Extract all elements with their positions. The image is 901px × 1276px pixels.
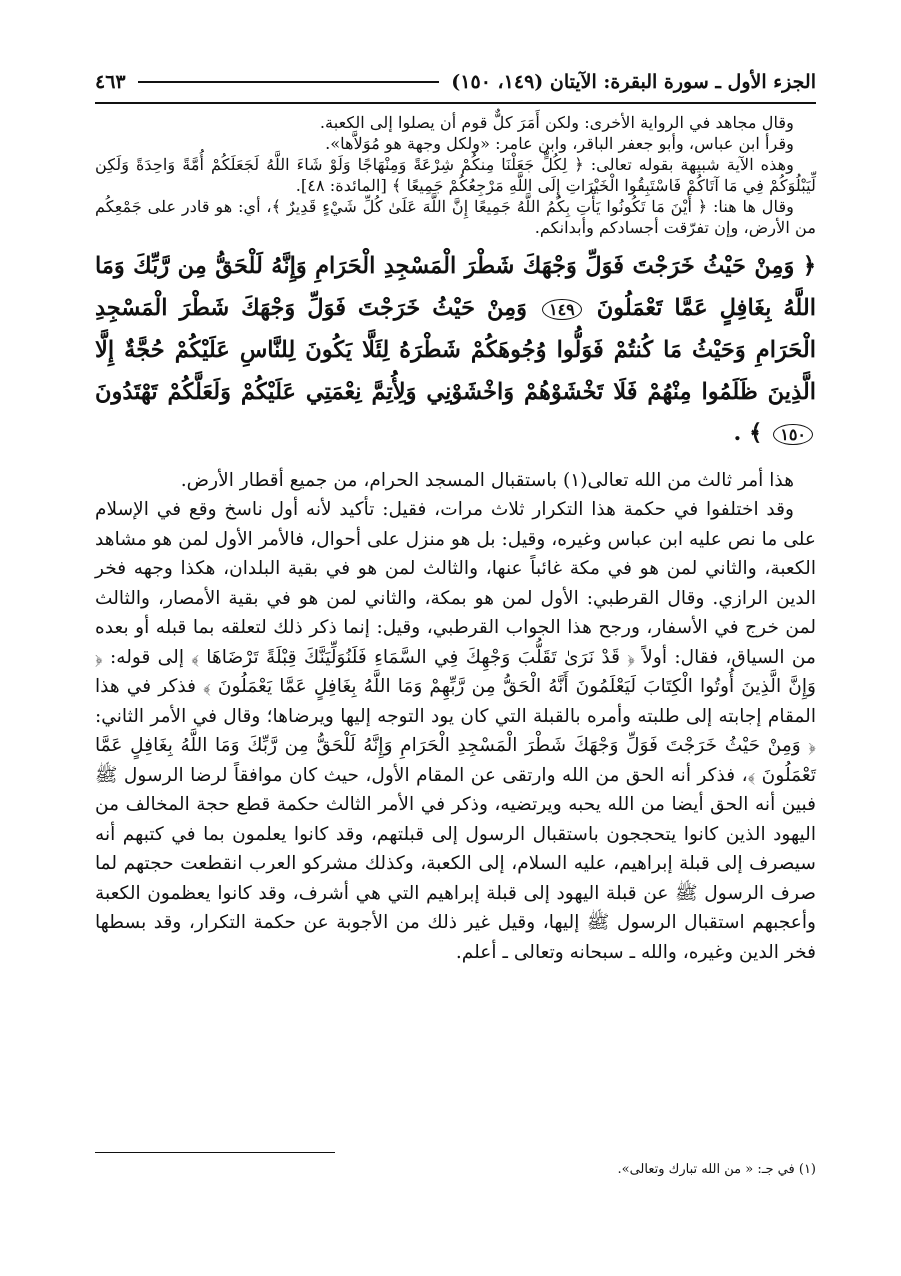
page-header [95,62,816,104]
intro-paragraph: وقال ها هنا: ﴿ أَيْنَ مَا تَكُونُوا يَأْتِ بِكُمُ اللَّهُ جَمِيعًا إِنَّ اللَّهَ عَلَىٰ كُلِّ شَيْءٍ قَدِيرٌ ﴾، أي: هو قادر على جَمْعِكُم من الأرض، وإن تفرّقت أجسادكم وأبدانكم. [95,197,816,237]
intro-paragraph: وهذه الآية شبيهة بقوله تعالى: ﴿ لِكُلٍّ جَعَلْنَا مِنكُمْ شِرْعَةً وَمِنْهَاجًا وَلَوْ شَاءَ اللَّهُ لَجَعَلَكُمْ أُمَّةً وَاحِدَةً وَلَكِن لِّيَبْلُوَكُمْ فِي مَا آتَاكُمْ فَاسْتَبِقُوا الْخَيْرَاتِ إِلَى اللَّهِ مَرْجِعُكُمْ جَمِيعًا ﴾ [المائدة: ٤٨]. [95,155,816,195]
intro-paragraph: وقرأ ابن عباس، وأبو جعفر الباقر، وابن عامر: «ولكل وجهة هو مُوَلاَّها». [325,134,794,153]
page-number: ٤٦٣ [95,71,126,93]
quran-verse-block [95,246,816,456]
footnote-divider [95,1152,335,1153]
verse-150-text: وَمِنْ حَيْثُ خَرَجْتَ فَوَلِّ وَجْهَكَ شَطْرَ الْمَسْجِدِ الْحَرَامِ وَحَيْثُ مَا كُنتُمْ فَوَلُّوا وُجُوهَكُمْ شَطْرَهُ لِئَلَّا يَكُونَ لِلنَّاسِ عَلَيْكُمْ حُجَّةٌ إِلَّا الَّذِينَ ظَلَمُوا مِنْهُمْ فَلَا تَخْشَوْهُمْ وَاخْشَوْنِي وَلِأُتِمَّ نِعْمَتِي عَلَيْكُمْ وَلَعَلَّكُمْ تَهْتَدُونَ [95,294,816,405]
verse-number-150: ١٥٠ [773,424,813,445]
verse-number-149: ١٤٩ [542,299,582,320]
footnote: (١) في جـ: « من الله تبارك وتعالى». [617,1162,816,1177]
page-body [95,112,816,967]
verse-closing: ﴾ . [733,420,763,446]
running-title: الجزء الأول ـ سورة البقرة: الآيتان (١٤٩، ١٥٠) [451,71,816,93]
verse-149-text: ﴿ وَمِنْ حَيْثُ خَرَجْتَ فَوَلِّ وَجْهَكَ شَطْرَ الْمَسْجِدِ الْحَرَامِ وَإِنَّهُ لَلْحَقُّ مِن رَّبِّكَ وَمَا اللَّهُ بِغَافِلٍ عَمَّا تَعْمَلُونَ [95,253,816,321]
commentary-paragraph: وقد اختلفوا في حكمة هذا التكرار ثلاث مرات، فقيل: تأكيد لأنه أول ناسخ وقع في الإسلام على ما نص عليه ابن عباس وغيره، وقيل: بل هو منزل على أحوال، فالأمر الأول لمن هو مشاهد الكعبة، والثاني لمن هو في مكة غائباً عنها، والثالث لمن هو في بقية البلدان، هكذا وجهه فخر الدين الرازي. وقال القرطبي: الأول لمن هو بمكة، والثاني لمن هو في بقية الأمصار، والثالث لمن خرج في الأسفار، ورجح هذا الجواب القرطبي، وقيل: إنما ذكر ذلك لتعلقه بما قبله أو بعده من السياق، فقال: أولاً ﴿ قَدْ نَرَىٰ تَقَلُّبَ وَجْهِكَ فِي السَّمَاءِ فَلَنُوَلِّيَنَّكَ قِبْلَةً تَرْضَاهَا ﴾ إلى قوله: ﴿ وَإِنَّ الَّذِينَ أُوتُوا الْكِتَابَ لَيَعْلَمُونَ أَنَّهُ الْحَقُّ مِن رَّبِّهِمْ وَمَا اللَّهُ بِغَافِلٍ عَمَّا يَعْمَلُونَ ﴾ فذكر في هذا المقام إجابته إلى طلبته وأمره بالقبلة التي كان يود التوجه إليها ويرضاها؛ وقال في الأمر الثاني: ﴿ وَمِنْ حَيْثُ خَرَجْتَ فَوَلِّ وَجْهَكَ شَطْرَ الْمَسْجِدِ الْحَرَامِ وَإِنَّهُ لَلْحَقُّ مِن رَّبِّكَ وَمَا اللَّهُ بِغَافِلٍ عَمَّا تَعْمَلُونَ ﴾، فذكر أنه الحق من الله وارتقى عن المقام الأول، حيث كان موافقاً لرضا الرسول ﷺ فبين أنه الحق أيضا من الله يحبه ويرتضيه، وذكر في الأمر الثالث حكمة قطع حجة المخالف من اليهود الذين كانوا يتحججون باستقبال الرسول إلى قبلتهم، وقد كانوا يعلمون بما في كتبهم أنه سيصرف إلى قبلة إبراهيم، عليه السلام، إلى الكعبة، وكذلك مشركو العرب انقطعت حجتهم لما صرف الرسول ﷺ عن قبلة اليهود إلى قبلة إبراهيم التي هي أشرف، وقد كانوا يعظمون الكعبة وأعجبهم استقبال الرسول ﷺ إليها، وقيل غير ذلك من الأجوبة عن حكمة التكرار، وقد بسطها فخر الدين وغيره، والله ـ سبحانه وتعالى ـ أعلم. [95,499,816,963]
commentary-paragraph: هذا أمر ثالث من الله تعالى(١) باستقبال المسجد الحرام، من جميع أقطار الأرض. [180,469,794,491]
intro-paragraph: وقال مجاهد في الرواية الأخرى: ولكن أَمَرَ كلٌّ قوم أن يصلوا إلى الكعبة. [319,113,794,132]
header-rule [138,81,440,83]
commentary [95,466,816,968]
